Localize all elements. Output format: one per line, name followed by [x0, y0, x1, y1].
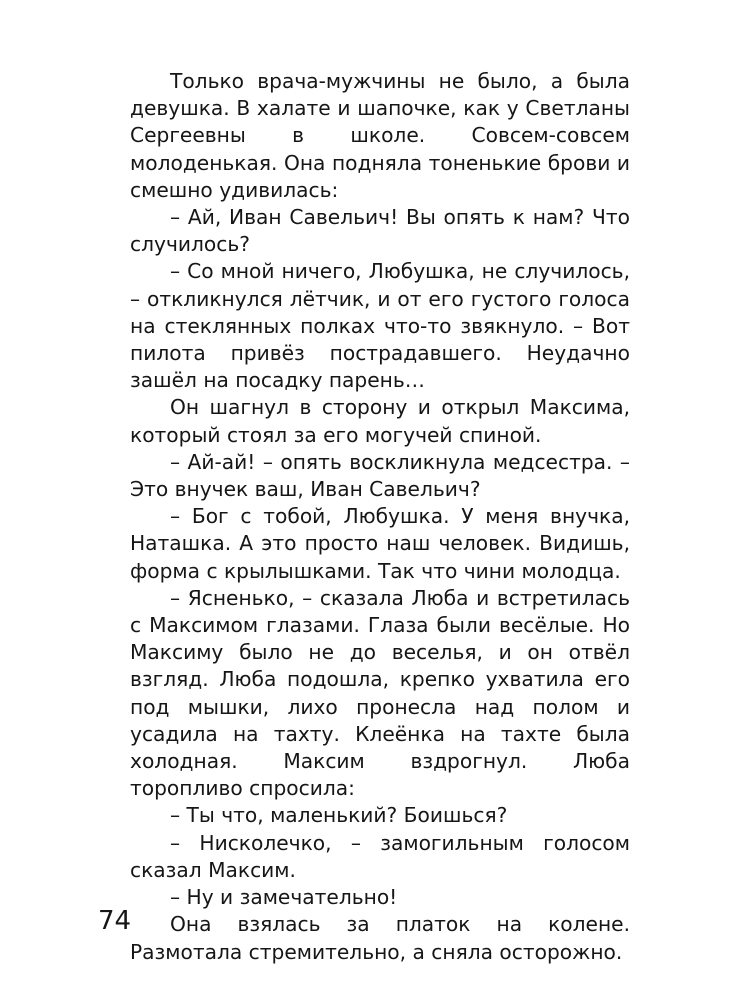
- paragraph: Она взялась за платок на колене. Размотала стремительно, а сняла осторожно.: [130, 912, 630, 964]
- paragraph: Он шагнул в сторону и открыл Максима, который стоял за его могучей спиной.: [130, 395, 630, 447]
- paragraph: Только врача-мужчины не было, а была девушка. В халате и шапочке, как у Светланы Сергеевны в школе. Совсем-совсем молоденькая. Она подняла тоненькие брови и смешно удивилась:: [130, 69, 630, 202]
- paragraph: – Со мной ничего, Любушка, не случилось, – откликнулся лётчик, и от его густого голоса на стеклянных полках что-то звякнуло. – Вот пилота привёз пострадавшего. Неудачно зашёл на посадку парень…: [130, 259, 630, 393]
- paragraph: – Ты что, маленький? Боишься?: [170, 803, 508, 828]
- page-number: 74: [98, 906, 132, 936]
- paragraph: – Ясненько, – сказала Люба и встретилась с Максимом глазами. Глаза были весёлые. Но Максиму было не до веселья, и он отвёл взгляд. Люба подошла, крепко ухватила его под мышки, лихо пронесла над полом и усадила на тахту. Клеёнка на тахте была холодная. Максим вздрогнул. Люба торопливо спросила:: [130, 585, 630, 801]
- paragraph: – Нисколечко, – замогильным голосом сказал Максим.: [130, 830, 630, 882]
- page-text-block: [130, 68, 630, 966]
- paragraph: – Ну и замечательно!: [170, 885, 398, 910]
- paragraph: – Бог с тобой, Любушка. У меня внучка, Наташка. А это просто наш человек. Видишь, форма с крылышками. Так что чини молодца.: [130, 504, 630, 583]
- paragraph: – Ай, Иван Савельич! Вы опять к нам? Что случилось?: [130, 205, 630, 257]
- paragraph: – Ай-ай! – опять воскликнула медсестра. – Это внучек ваш, Иван Савельич?: [130, 449, 630, 502]
